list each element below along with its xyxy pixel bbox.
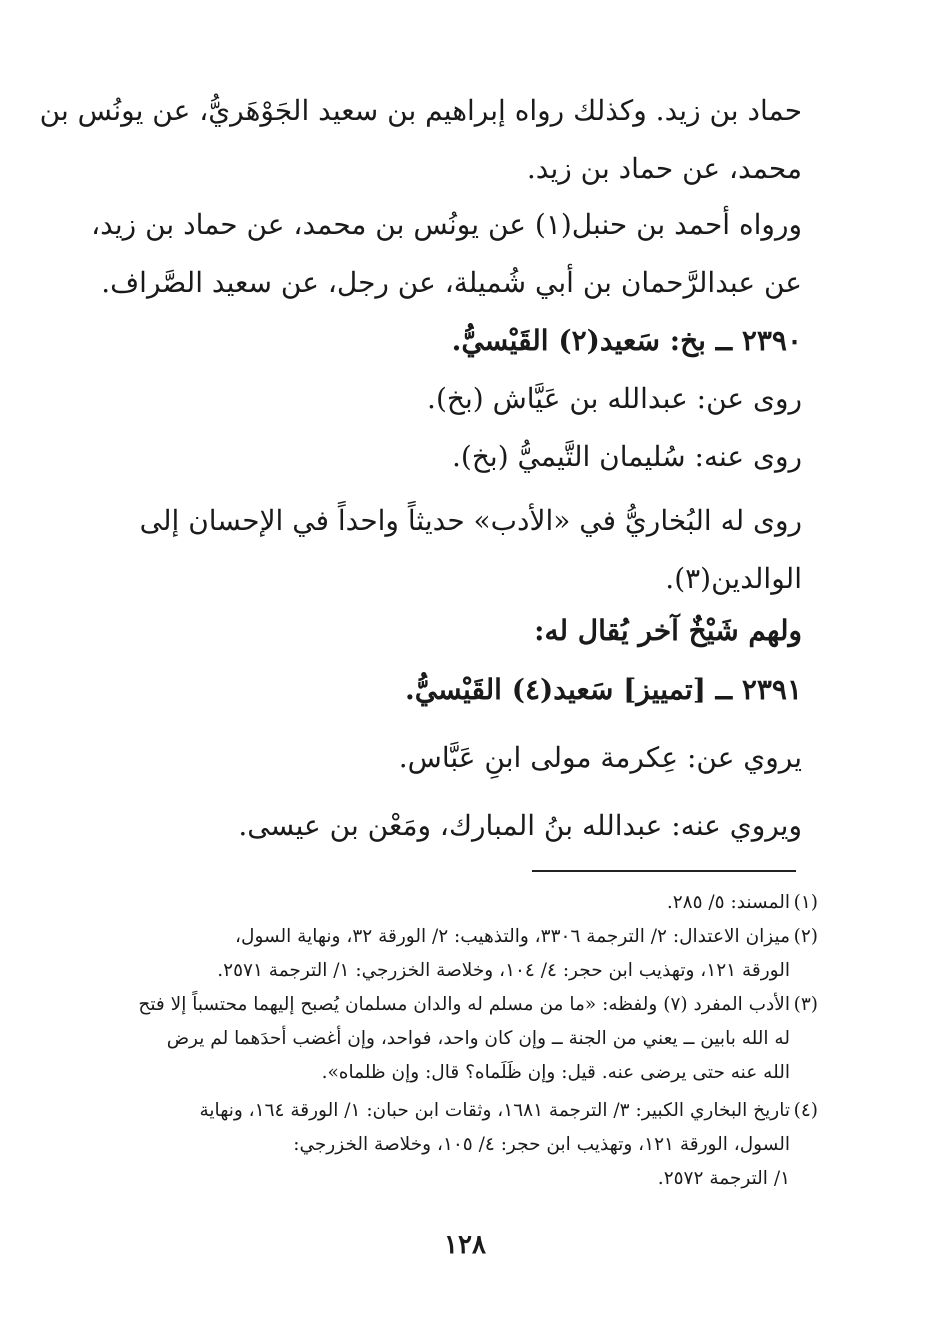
text-line: الوالدين(٣).: [665, 562, 802, 595]
footnote-text: تاريخ البخاري الكبير: ٣/ الترجمة ١٦٨١، وثقات ابن حبان: ١/ الورقة ١٦٤، ونهاية: [199, 1100, 790, 1121]
narrated-by-line-2: ويروي عنه: عبدالله بنُ المبارك، ومَعْن بن عيسى.: [238, 809, 802, 842]
other-sheikh-line: ولهم شَيْخٌ آخر يُقال له:: [534, 614, 802, 647]
paragraph-2: [91, 196, 802, 312]
footnote-text: ميزان الاعتدال: ٢/ الترجمة ٣٣٠٦، والتذهيب: ٢/ الورقة ٣٢، ونهاية السول،: [235, 926, 790, 947]
text-line: عن عبدالرَّحمان بن أبي شُميلة، عن رجل، عن سعيد الصَّراف.: [101, 266, 802, 299]
entry-heading-2390: ٢٣٩٠ ــ بخ: سَعيد(٢) القَيْسيُّ.: [451, 324, 802, 357]
text-line: ورواه أحمد بن حنبل(١) عن يونُس بن محمد، عن حماد بن زيد،: [91, 208, 802, 241]
footnote-text: المسند: ٥/ ٢٨٥.: [666, 892, 790, 913]
narrated-from-line: روى عن: عبدالله بن عَيَّاش (بخ).: [427, 382, 802, 415]
paragraph-bukhari: [102, 492, 802, 608]
footnote-4: [118, 1094, 818, 1196]
footnote-3: [118, 988, 818, 1090]
footnote-number: (٤): [793, 1100, 818, 1121]
page-number: ١٢٨: [444, 1230, 486, 1260]
footnote-1: [118, 886, 818, 920]
text-line: روى له البُخاريُّ في «الأدب» حديثاً واحداً في الإحسان إلى: [139, 504, 802, 537]
footnote-text: الأدب المفرد (٧) ولفظه: «ما من مسلم له والدان مسلمان يُصبح إليهما محتسباً إلا فتح: [138, 994, 790, 1015]
footnote-number: (٣): [793, 994, 818, 1015]
text-line: محمد، عن حماد بن زيد.: [526, 152, 802, 185]
footnote-text: الورقة ١٢١، وتهذيب ابن حجر: ٤/ ١٠٤، وخلاصة الخزرجي: ١/ الترجمة ٢٥٧١.: [217, 960, 790, 981]
footnote-text: السول، الورقة ١٢١، وتهذيب ابن حجر: ٤/ ١٠٥، وخلاصة الخزرجي:: [293, 1134, 790, 1155]
footnote-text: الله عنه حتى يرضى عنه. قيل: وإن ظَلَماه؟ قال: وإن ظلماه».: [321, 1062, 790, 1083]
footnote-divider: [532, 870, 796, 872]
footnote-text: ١/ الترجمة ٢٥٧٢.: [657, 1168, 790, 1189]
footnote-2: [118, 920, 818, 988]
paragraph-1: [39, 82, 802, 198]
entry-heading-2391: ٢٣٩١ ــ [تمييز] سَعيد(٤) القَيْسيُّ.: [404, 673, 802, 706]
narrated-by-line: روى عنه: سُليمان التَّيميُّ (بخ).: [452, 440, 802, 473]
footnote-text: له الله بابين ــ يعني من الجنة ــ وإن كان واحد، فواحد، وإن أغضب أحدَهما لم يرض: [166, 1028, 790, 1049]
footnote-number: (١): [793, 892, 818, 913]
footnote-number: (٢): [793, 926, 818, 947]
narrates-from-line: يروي عن: عِكرمة مولى ابنِ عَبَّاس.: [398, 741, 802, 774]
text-line: حماد بن زيد. وكذلك رواه إبراهيم بن سعيد الجَوْهَريُّ، عن يونُس بن: [39, 94, 802, 127]
